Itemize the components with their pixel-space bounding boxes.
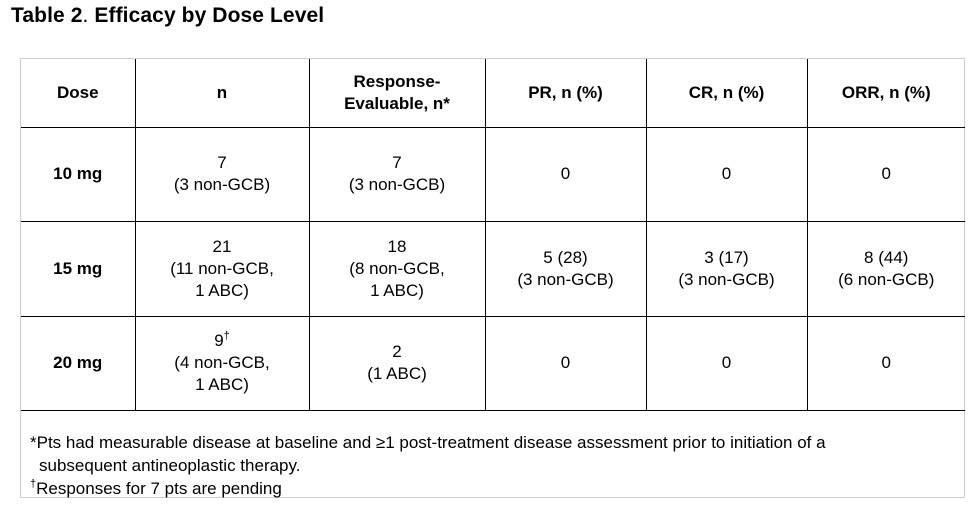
n-value-line bbox=[140, 330, 305, 352]
dagger-mark: † bbox=[30, 478, 37, 490]
table-body bbox=[21, 127, 965, 410]
cr-cell bbox=[646, 316, 807, 410]
evaluable-cell-line: 18 bbox=[387, 236, 407, 256]
header-line: CR, n (%) bbox=[688, 82, 765, 102]
dose-cell: 10 mg bbox=[21, 127, 135, 221]
n-cell bbox=[135, 221, 309, 316]
n-detail-line: 1 ABC) bbox=[195, 375, 249, 394]
header-line: Response- bbox=[353, 71, 441, 91]
cr-cell-line: 0 bbox=[721, 353, 732, 372]
n-value: 7 bbox=[217, 153, 227, 172]
pr-cell bbox=[485, 221, 646, 316]
evaluable-cell-line: (3 non-GCB) bbox=[348, 175, 446, 194]
header-dose bbox=[21, 59, 135, 127]
pr-cell-line: 5 (28) bbox=[543, 247, 588, 267]
cr-cell-line: 0 bbox=[721, 164, 732, 183]
header-row bbox=[21, 59, 965, 127]
orr-cell-line: 8 (44) bbox=[864, 247, 909, 267]
evaluable-cell-line: 7 bbox=[392, 153, 402, 172]
dose-cell: 15 mg bbox=[21, 221, 135, 316]
dose-cell: 20 mg bbox=[21, 316, 135, 410]
title-separator: . bbox=[82, 4, 95, 27]
cr-cell-line: 3 (17) bbox=[704, 247, 749, 267]
orr-cell-line: (6 non-GCB) bbox=[838, 269, 935, 289]
header-line: n bbox=[216, 82, 228, 102]
n-detail-line: (11 non-GCB, bbox=[170, 258, 274, 278]
header-line: Evaluable, n* bbox=[344, 93, 450, 113]
header-line: ORR, n (%) bbox=[841, 82, 931, 102]
n-detail-line: 1 ABC) bbox=[195, 280, 249, 300]
orr-cell bbox=[807, 221, 965, 316]
evaluable-cell-line: (1 ABC) bbox=[367, 364, 427, 383]
footnote-dagger bbox=[30, 477, 826, 500]
table-row bbox=[21, 221, 965, 316]
orr-cell-line: 0 bbox=[881, 353, 891, 372]
table-title bbox=[11, 4, 324, 28]
efficacy-table bbox=[21, 59, 965, 411]
footnotes bbox=[30, 431, 826, 500]
n-cell bbox=[135, 127, 309, 221]
n-value-line bbox=[140, 236, 305, 258]
header-line: Dose bbox=[56, 82, 99, 102]
orr-cell-line: 0 bbox=[881, 164, 891, 183]
n-detail-line: (3 non-GCB) bbox=[173, 175, 271, 194]
footnote-asterisk-line1: *Pts had measurable disease at baseline and ≥1 post-treatment disease assessment prior to initiation of a bbox=[30, 433, 826, 452]
n-cell bbox=[135, 316, 309, 410]
table-row bbox=[21, 316, 965, 410]
evaluable-cell bbox=[309, 221, 485, 316]
header-pr bbox=[485, 59, 646, 127]
n-value-line bbox=[140, 152, 305, 174]
pr-cell-line: 0 bbox=[560, 164, 571, 183]
pr-cell-line: (3 non-GCB) bbox=[517, 269, 614, 289]
table-row bbox=[21, 127, 965, 221]
dagger-mark: † bbox=[223, 330, 230, 342]
pr-cell bbox=[485, 127, 646, 221]
orr-cell bbox=[807, 127, 965, 221]
footnote-asterisk-line2: subsequent antineoplastic therapy. bbox=[39, 456, 301, 475]
table-number: Table 2 bbox=[11, 4, 83, 27]
cr-cell bbox=[646, 221, 807, 316]
table-title-text: Efficacy by Dose Level bbox=[94, 4, 325, 27]
cr-cell-line: (3 non-GCB) bbox=[678, 269, 775, 289]
header-line: PR, n (%) bbox=[528, 82, 603, 102]
pr-cell-line: 0 bbox=[560, 353, 571, 372]
evaluable-cell-line: 1 ABC) bbox=[370, 280, 424, 300]
n-value: 9 bbox=[214, 331, 224, 350]
n-value: 21 bbox=[212, 236, 232, 256]
header-cr bbox=[646, 59, 807, 127]
table-container bbox=[20, 58, 965, 498]
evaluable-cell bbox=[309, 127, 485, 221]
evaluable-cell bbox=[309, 316, 485, 410]
evaluable-cell-line: (8 non-GCB, bbox=[349, 258, 445, 278]
n-detail-line: (4 non-GCB, bbox=[174, 353, 270, 372]
header-response-evaluable bbox=[309, 59, 485, 127]
pr-cell bbox=[485, 316, 646, 410]
header-orr bbox=[807, 59, 965, 127]
cr-cell bbox=[646, 127, 807, 221]
evaluable-cell-line: 2 bbox=[392, 342, 402, 361]
orr-cell bbox=[807, 316, 965, 410]
header-n bbox=[135, 59, 309, 127]
footnote-dagger-text: Responses for 7 pts are pending bbox=[36, 479, 282, 498]
